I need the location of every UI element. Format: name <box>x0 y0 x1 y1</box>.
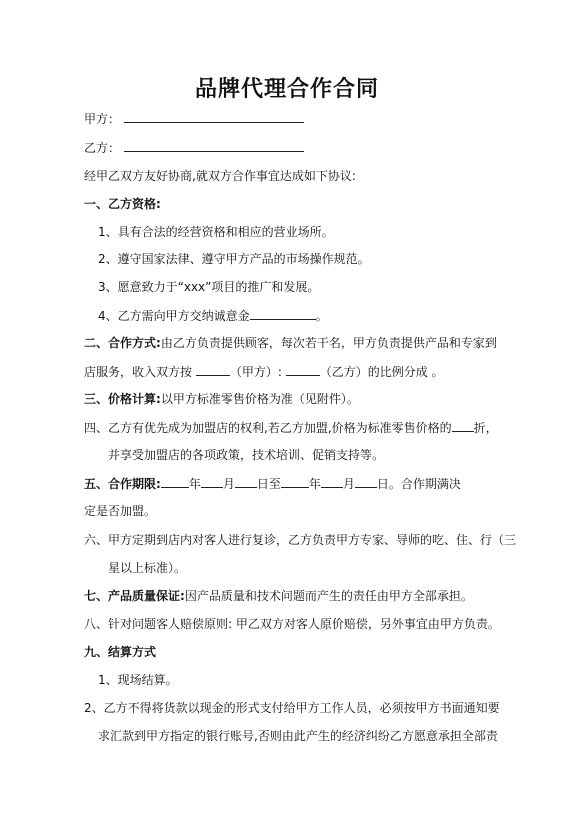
start-year-blank[interactable] <box>161 475 189 488</box>
section-1-item-2: 2、遵守国家法律、遵守甲方产品的市场操作规范。 <box>98 252 370 266</box>
section-1-item-4 <box>98 307 328 324</box>
end-year-label: 年 <box>308 477 321 491</box>
section-2-text-2b: （甲方）: <box>229 365 286 379</box>
party-b-blank[interactable] <box>124 139 304 152</box>
section-5-line-2: 定是否加盟。 <box>84 504 157 518</box>
section-2-text-1: 由乙方负责提供顾客，每次若干名，甲方负责提供产品和专家到 <box>160 336 497 350</box>
section-5-tail: 合作期满决 <box>400 477 461 491</box>
deposit-blank[interactable] <box>250 307 316 320</box>
section-6-line-1: 六、甲方定期到店内对客人进行复诊，乙方负责甲方专家、导师的吃、住、行（三 <box>84 533 517 547</box>
item-4-end: 。 <box>315 309 328 323</box>
end-month-blank[interactable] <box>321 475 343 488</box>
start-month-blank[interactable] <box>201 475 223 488</box>
section-3-text: 以甲方标准零售价格为准（见附件）。 <box>160 392 359 406</box>
end-year-blank[interactable] <box>281 475 309 488</box>
section-7-heading: 七、产品质量保证: <box>84 589 185 603</box>
end-month-label: 月 <box>342 477 355 491</box>
section-3-line <box>84 391 359 407</box>
document-title: 品牌代理合作合同 <box>194 77 379 102</box>
party-a-line <box>84 110 304 127</box>
start-day-blank[interactable] <box>235 475 257 488</box>
section-2-line-2 <box>84 363 444 380</box>
section-7-text: 因产品质量和技术问题而产生的责任由甲方全部承担。 <box>184 589 473 603</box>
section-9-heading: 九、结算方式 <box>84 645 157 659</box>
discount-blank[interactable] <box>452 419 474 432</box>
section-4-text-1: 四、乙方有优先成为加盟店的权利,若乙方加盟,价格为标准零售价格的 <box>84 421 452 435</box>
section-3-heading: 三、价格计算: <box>84 392 161 406</box>
section-9-item-2-line-2: 求汇款到甲方指定的银行账号,否则由此产生的经济纠纷乙方愿意承担全部责 <box>98 729 498 743</box>
section-2-text-2a: 店服务，收入双方按 <box>84 365 196 379</box>
party-b-label: 乙方： <box>84 141 121 155</box>
ratio-a-blank[interactable] <box>196 363 230 376</box>
section-2-heading: 二、合作方式: <box>84 336 161 350</box>
section-2-text-2c: （乙方）的比例分成 。 <box>319 365 444 379</box>
section-9-item-2-line-1: 2、乙方不得将货款以现金的形式支付给甲方工作人员，必须按甲方书面通知要 <box>84 701 500 715</box>
party-b-line <box>84 139 304 156</box>
start-year-label: 年 <box>188 477 201 491</box>
section-1-item-3: 3、愿意致力于“xxx”项目的推广和发展。 <box>98 280 320 294</box>
section-4-line-1 <box>84 419 498 436</box>
section-1-item-1: 1、具有合法的经营资格和相应的营业场所。 <box>98 225 334 239</box>
party-a-blank[interactable] <box>124 110 304 123</box>
section-2-line-1 <box>84 335 497 351</box>
party-a-label: 甲方： <box>84 112 121 126</box>
section-5-line-1 <box>84 475 461 492</box>
section-4-text-1-end: 折， <box>473 421 498 435</box>
section-1-heading: 一、乙方资格: <box>84 197 161 211</box>
item-4-text: 4、乙方需向甲方交纳诚意金 <box>98 309 250 323</box>
section-4-line-2: 并享受加盟店的各项政策，技术培训、促销支持等。 <box>108 448 385 462</box>
end-day-label: 日。 <box>376 477 401 491</box>
section-9-item-1: 1、现场结算。 <box>98 673 178 687</box>
start-month-label: 月 <box>222 477 235 491</box>
section-6-line-2: 星以上标准）。 <box>108 561 187 575</box>
section-7-line <box>84 588 473 604</box>
start-day-label: 日至 <box>256 477 281 491</box>
section-8-line: 八、针对问题客人赔偿原则: 甲乙双方对客人原价赔偿，另外事宜由甲方负责。 <box>84 617 500 631</box>
ratio-b-blank[interactable] <box>286 363 320 376</box>
end-day-blank[interactable] <box>355 475 377 488</box>
intro-text: 经甲乙双方友好协商,就双方合作事宜达成如下协议: <box>84 169 356 183</box>
section-5-heading: 五、合作期限: <box>84 477 161 491</box>
